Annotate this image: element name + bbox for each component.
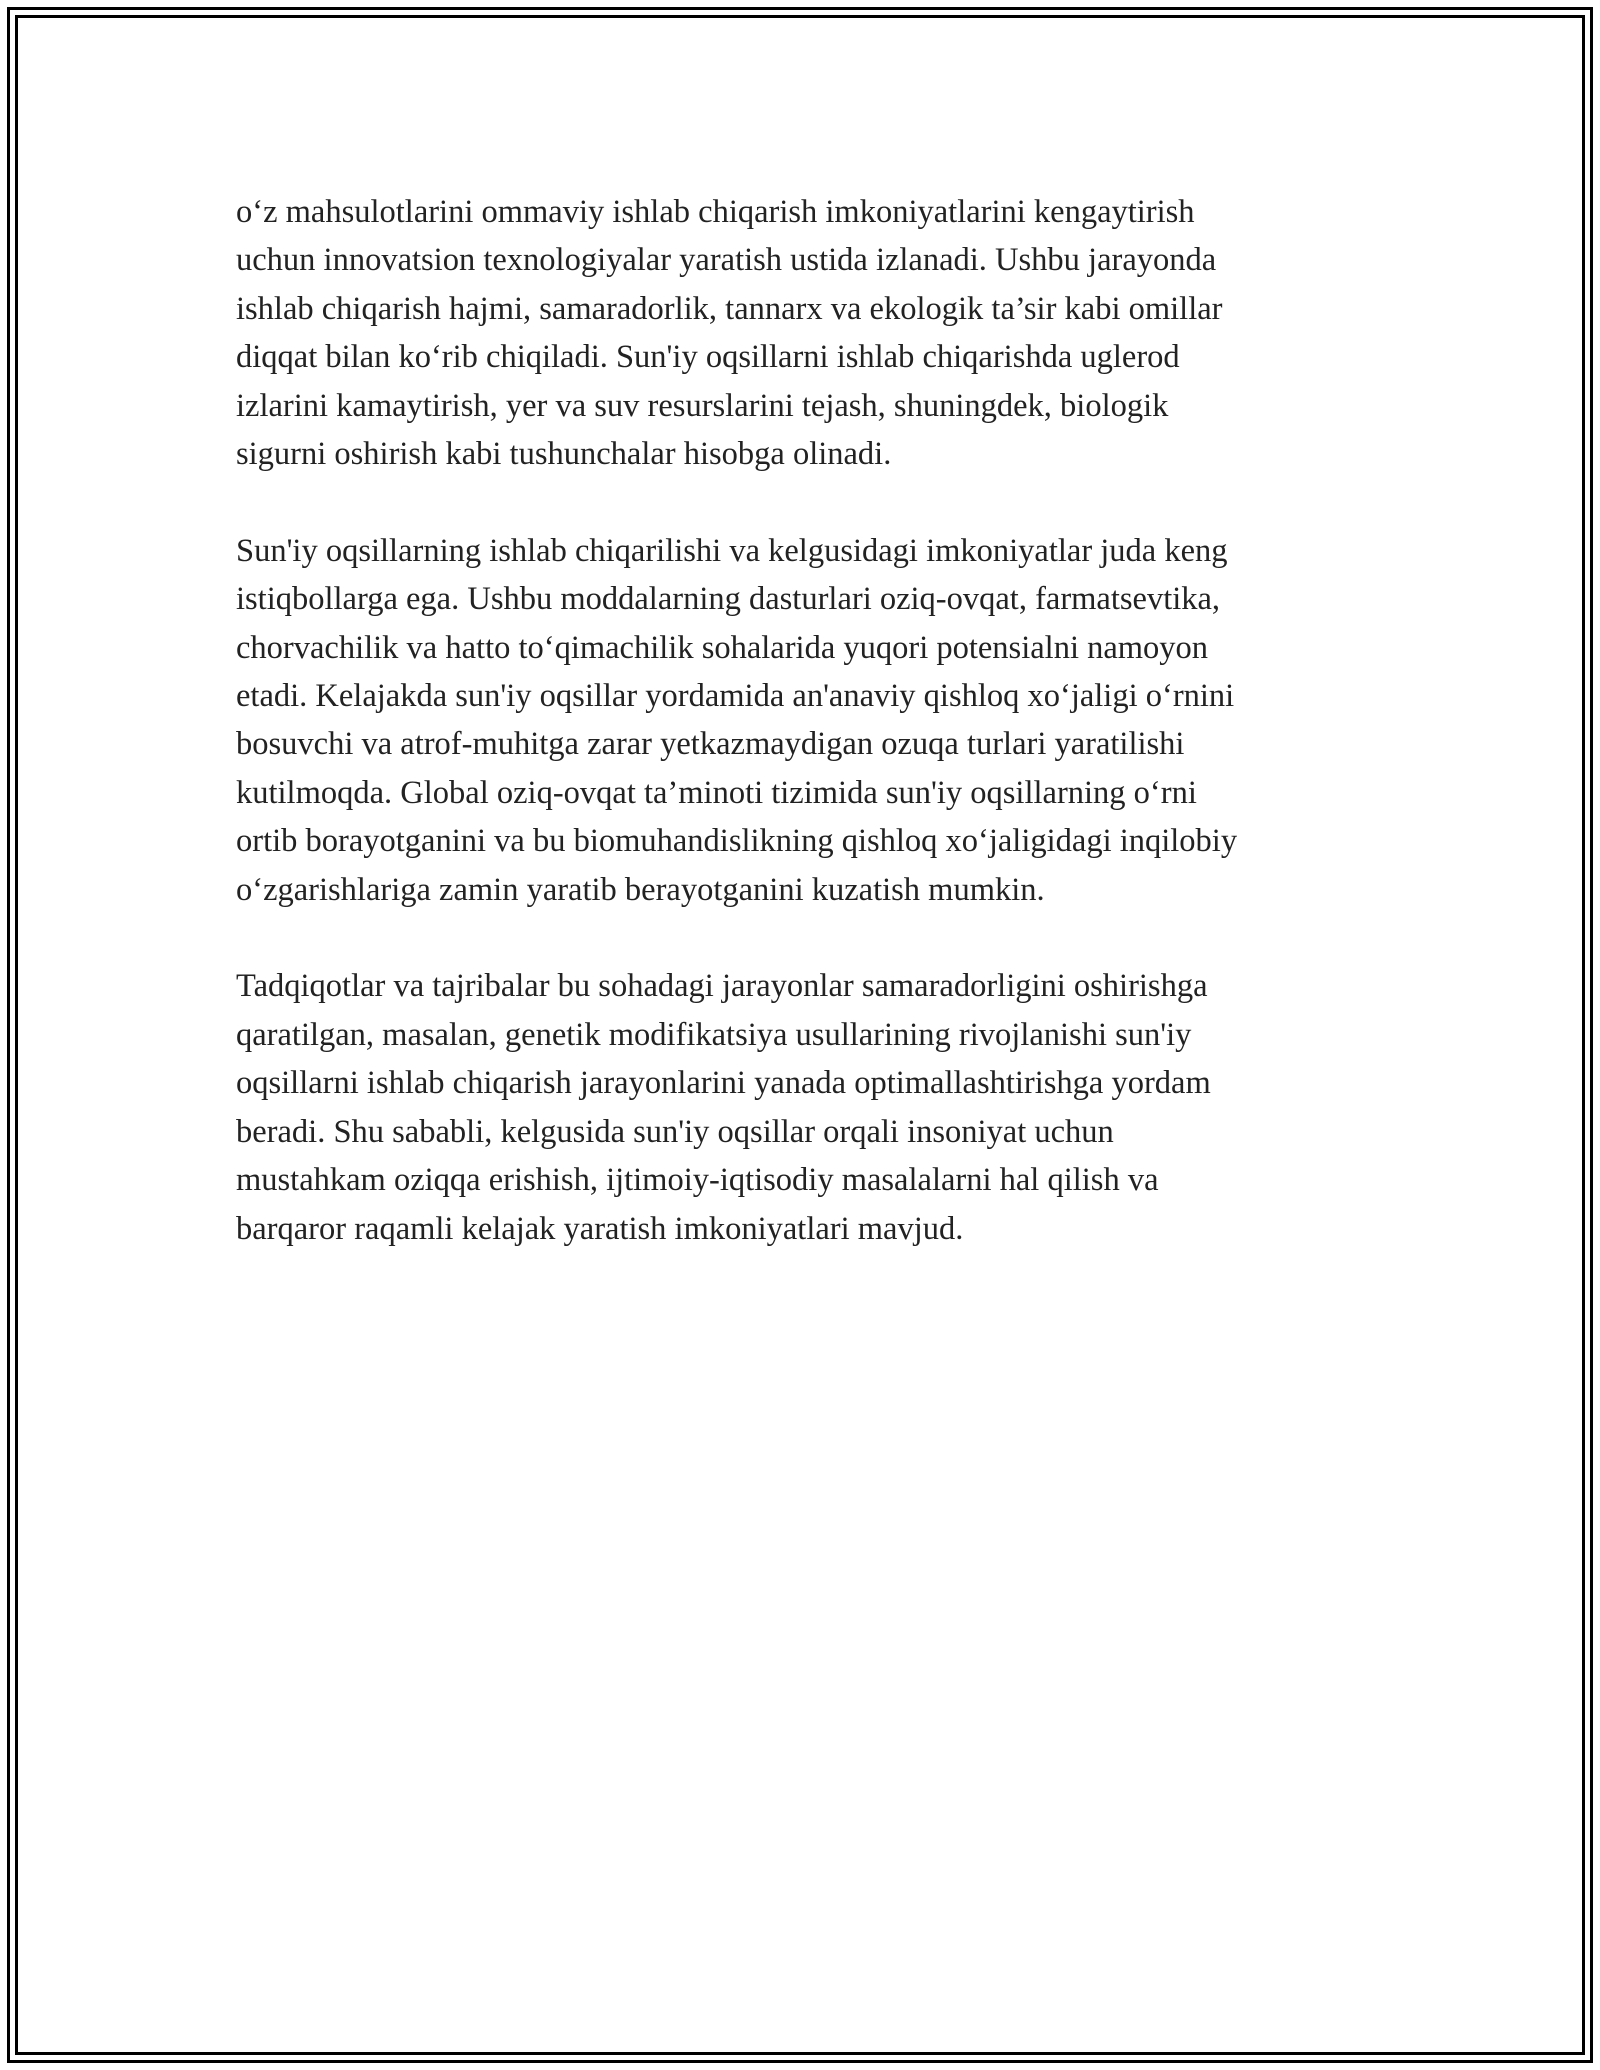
paragraph-line: beradi. Shu sababli, kelgusida sun'iy oqsillar orqali insoniyat uchun bbox=[236, 1113, 1114, 1150]
paragraph-line: Tadqiqotlar va tajribalar bu sohadagi jarayonlar samaradorligini oshirishga bbox=[236, 968, 1208, 1005]
paragraph-line: izlarini kamaytirish, yer va suv resurslarini tejash, shuningdek, biologik bbox=[236, 387, 1169, 424]
paragraph-line: barqaror raqamli kelajak yaratish imkoniyatlari mavjud. bbox=[236, 1210, 964, 1247]
paragraph-line: qaratilgan, masalan, genetik modifikatsiya usullarining rivojlanishi sun'iy bbox=[236, 1016, 1192, 1053]
paragraph-line: sigurni oshirish kabi tushunchalar hisobga olinadi. bbox=[236, 436, 892, 473]
paragraph-line: kutilmoqda. Global oziq-ovqat ta’minoti tizimida sun'iy oqsillarning o‘rni bbox=[236, 774, 1197, 811]
document-body bbox=[236, 188, 1396, 1301]
paragraph-line: etadi. Kelajakda sun'iy oqsillar yordamida an'anaviy qishloq xo‘jaligi o‘rnini bbox=[236, 678, 1235, 715]
paragraph-line: Sun'iy oqsillarning ishlab chiqarilishi va kelgusidagi imkoniyatlar juda keng bbox=[236, 532, 1228, 569]
paragraph-line: o‘z mahsulotlarini ommaviy ishlab chiqarish imkoniyatlarini kengaytirish bbox=[236, 194, 1195, 230]
paragraph-line: ortib borayotganini va bu biomuhandislikning qishloq xo‘jaligidagi inqilobiy bbox=[236, 823, 1238, 860]
paragraph-line: mustahkam oziqqa erishish, ijtimoiy-iqtisodiy masalalarni hal qilish va bbox=[236, 1162, 1159, 1199]
paragraph-3 bbox=[236, 962, 1396, 1252]
paragraph-line: o‘zgarishlariga zamin yaratib berayotganini kuzatish mumkin. bbox=[236, 871, 1045, 908]
paragraph-line: bosuvchi va atrof-muhitga zarar yetkazmaydigan ozuqa turlari yaratilishi bbox=[236, 726, 1185, 763]
paragraph-1 bbox=[236, 188, 1396, 478]
paragraph-line: uchun innovatsion texnologiyalar yaratish ustida izlanadi. Ushbu jarayonda bbox=[236, 242, 1217, 279]
paragraph-line: istiqbollarga ega. Ushbu moddalarning dasturlari oziq-ovqat, farmatsevtika, bbox=[236, 581, 1221, 618]
paragraph-line: diqqat bilan ko‘rib chiqiladi. Sun'iy oqsillarni ishlab chiqarishda uglerod bbox=[236, 339, 1180, 376]
paragraph-line: oqsillarni ishlab chiqarish jarayonlarini yanada optimallashtirishga yordam bbox=[236, 1065, 1211, 1102]
paragraph-line: chorvachilik va hatto to‘qimachilik sohalarida yuqori potensialni namoyon bbox=[236, 629, 1209, 666]
paragraph-line: ishlab chiqarish hajmi, samaradorlik, tannarx va ekologik ta’sir kabi omillar bbox=[236, 290, 1223, 327]
paragraph-2 bbox=[236, 527, 1396, 914]
